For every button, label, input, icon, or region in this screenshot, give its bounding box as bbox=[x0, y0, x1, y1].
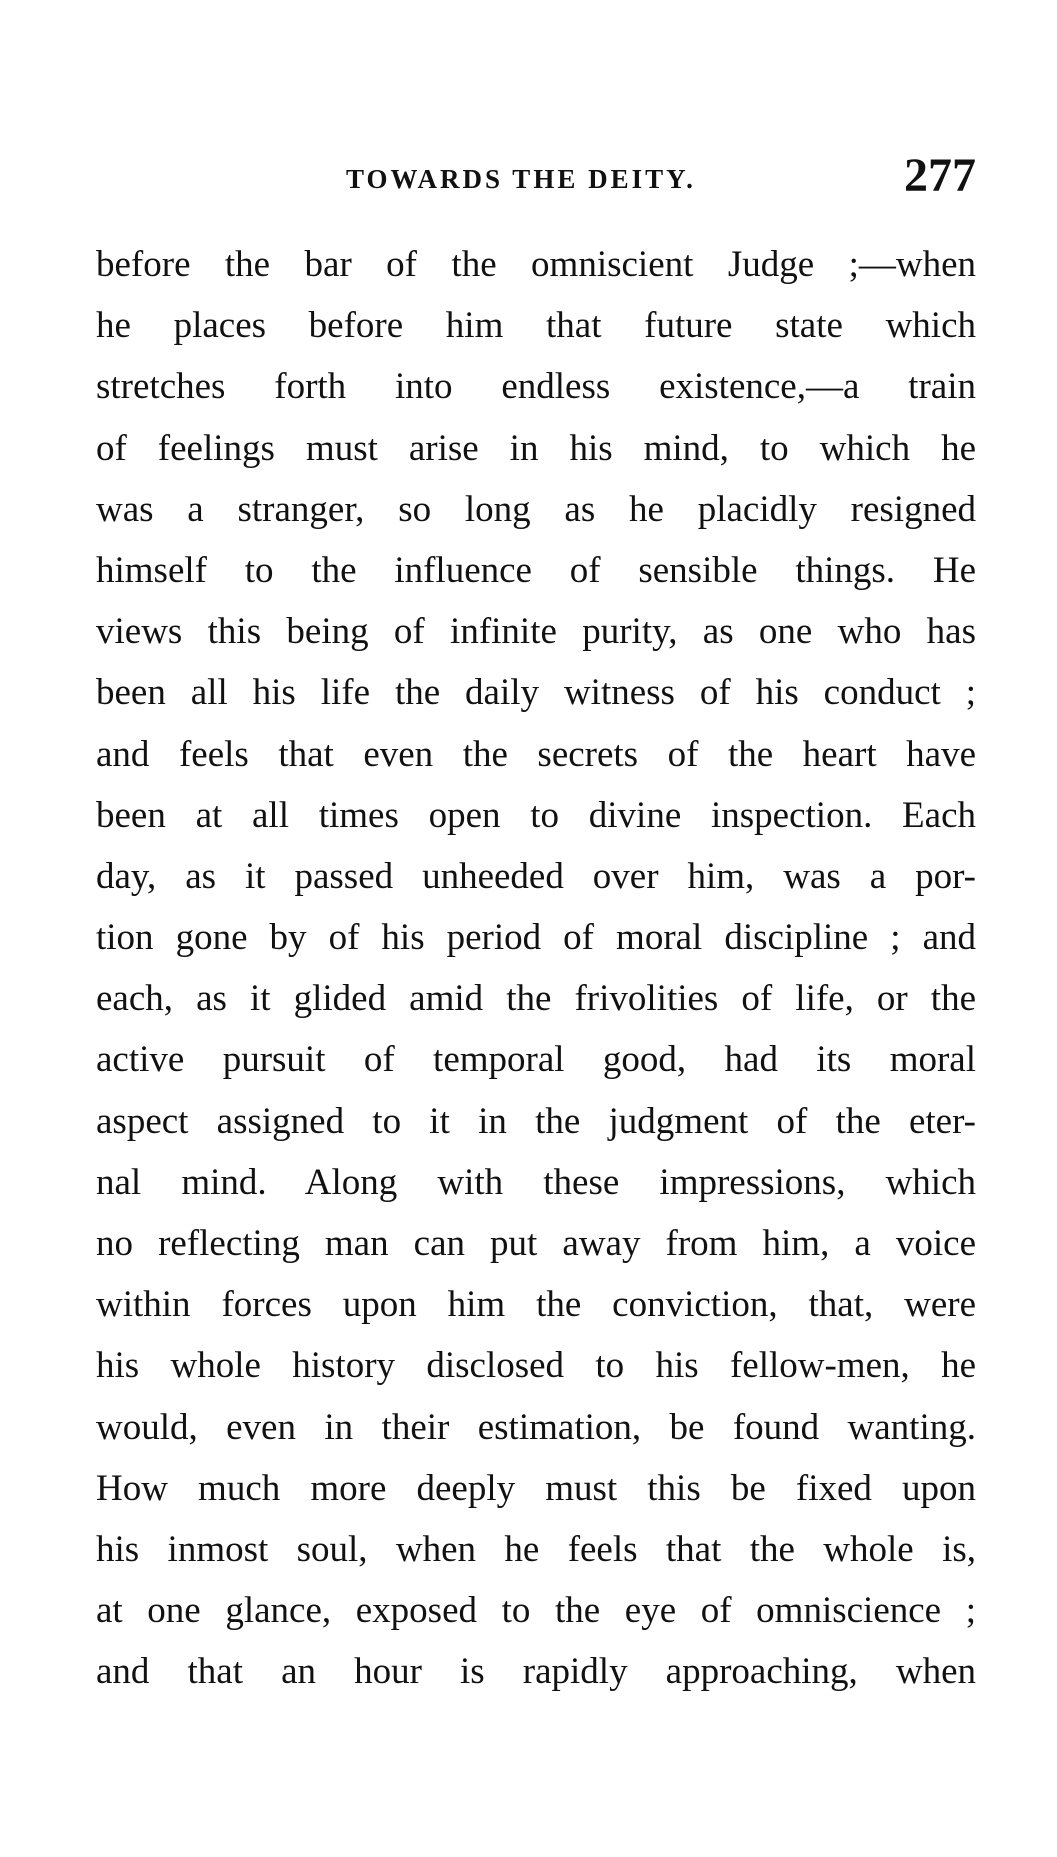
text-line: day, as it passed unheeded over him, was a por- bbox=[96, 855, 976, 897]
text-line: his inmost soul, when he feels that the whole is, bbox=[96, 1528, 976, 1570]
text-line: no reflecting man can put away from him, a voice bbox=[96, 1223, 976, 1264]
text-line: and that an hour is rapidly approaching, when bbox=[96, 1651, 976, 1693]
text-line: nal mind. Along with these impressions, which bbox=[96, 1161, 976, 1203]
text-line: each, as it glided amid the frivolities of life, or the bbox=[96, 978, 976, 1020]
text-line: at one glance, exposed to the eye of omniscience ; bbox=[96, 1590, 976, 1632]
text-line: he places before him that future state which bbox=[96, 305, 976, 347]
text-line: aspect assigned to it in the judgment of the eter- bbox=[96, 1100, 976, 1142]
page-number: 277 bbox=[904, 149, 976, 202]
text-line: himself to the influence of sensible things. He bbox=[96, 549, 976, 591]
text-line: views this being of infinite purity, as one who has bbox=[96, 611, 976, 653]
text-line: before the bar of the omniscient Judge ;—when bbox=[96, 244, 976, 285]
text-line: his whole history disclosed to his fellow-men, he bbox=[96, 1345, 976, 1387]
text-line: of feelings must arise in his mind, to which he bbox=[96, 427, 976, 469]
text-line: been all his life the daily witness of his conduct ; bbox=[96, 672, 976, 714]
running-title: TOWARDS THE DEITY. bbox=[346, 164, 696, 194]
text-line: tion gone by of his period of moral discipline ; and bbox=[96, 917, 976, 959]
body-text bbox=[96, 234, 976, 1703]
text-line: within forces upon him the conviction, that, were bbox=[96, 1284, 976, 1326]
running-head bbox=[96, 150, 976, 210]
text-line: was a stranger, so long as he placidly resigned bbox=[96, 488, 976, 530]
text-line: active pursuit of temporal good, had its moral bbox=[96, 1039, 976, 1081]
text-line: would, even in their estimation, be found wanting. bbox=[96, 1406, 976, 1448]
text-line: been at all times open to divine inspection. Each bbox=[96, 794, 976, 836]
text-line: stretches forth into endless existence,—a train bbox=[96, 366, 976, 408]
text-line: How much more deeply must this be fixed upon bbox=[96, 1467, 976, 1509]
text-line: and feels that even the secrets of the heart have bbox=[96, 733, 976, 775]
